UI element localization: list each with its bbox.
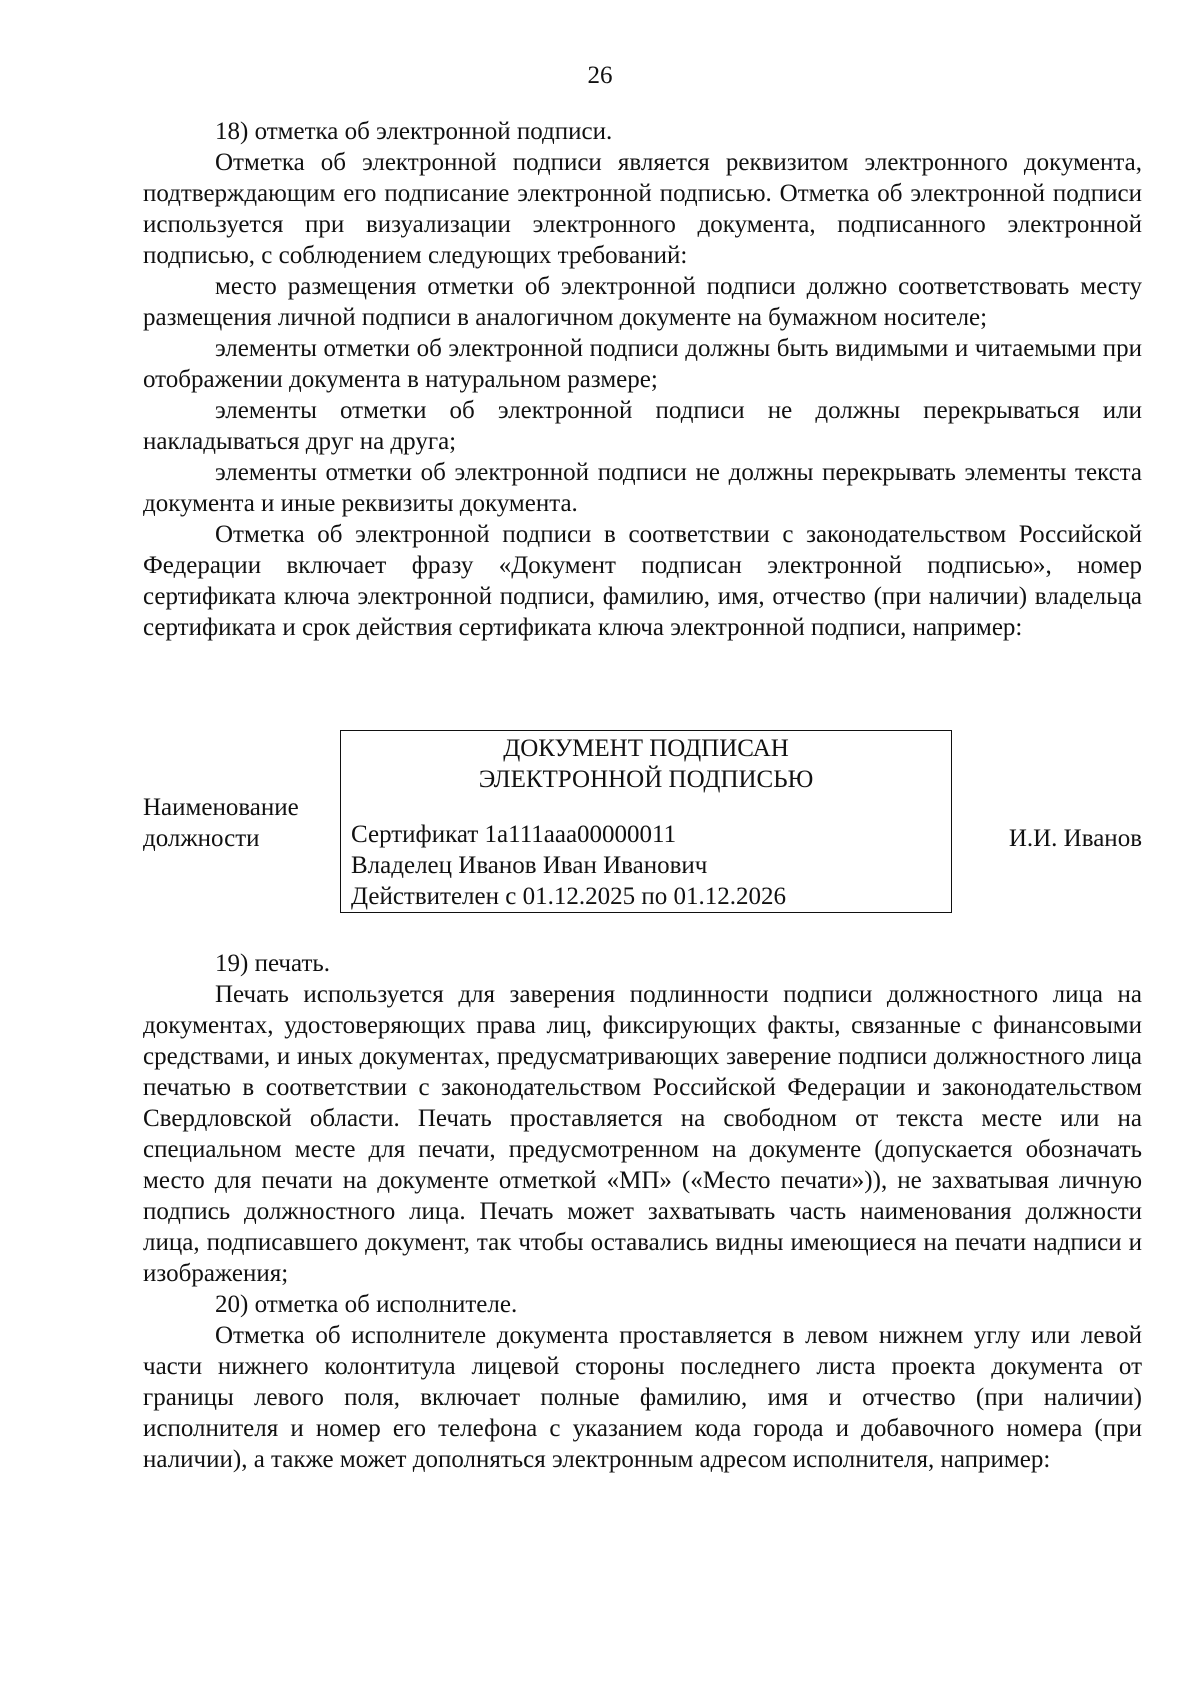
paragraph: элементы отметки об электронной подписи не должны перекрывать элементы текста документа и иные реквизиты документа. (143, 459, 1142, 517)
position-line: Наименование (143, 794, 299, 821)
paragraph: 19) печать. (215, 950, 331, 977)
section-seal-and-executor (143, 948, 1142, 1475)
electronic-signature-stamp (340, 730, 952, 913)
paragraph: Отметка об исполнителе документа проставляется в левом нижнем углу или левой части нижнего колонтитула лицевой стороны последнего листа проекта документа от границы левого поля, включает полные фамилию, имя и отчество (при наличии) исполнителя и номер его телефона с указанием кода города и добавочного номера (при наличии), а также может дополняться электронным адресом исполнителя, например: (143, 1322, 1142, 1473)
stamp-title-line: ЭЛЕКТРОННОЙ ПОДПИСЬЮ (478, 766, 814, 793)
stamp-title (341, 733, 951, 795)
paragraph: 20) отметка об исполнителе. (215, 1291, 518, 1318)
certificate-owner: Владелец Иванов Иван Иванович (351, 852, 708, 879)
paragraph: Отметка об электронной подписи является реквизитом электронного документа, подтверждающим его подписание электронной подписью. Отметка об электронной подписи используется при визуализации электронного документа, подписанного электронной подписью, с соблюдением следующих требований: (143, 149, 1142, 269)
paragraph: Печать используется для заверения подлинности подписи должностного лица на документах, удостоверяющих права лиц, фиксирующих факты, связанные с финансовыми средствами, и иных документах, предусматривающих заверение подписи должностного лица печатью в соответствии с законодательством Российской Федерации и законодательством Свердловской области. Печать проставляется на свободном от текста месте или на специальном месте для печати, предусмотренном на документе (допускается обозначать место для печати на документе отметкой «МП» («Место печати»)), не захватывая личную подпись должностного лица. Печать может захватывать часть наименования должности лица, подписавшего документ, так чтобы оставались видны имеющиеся на печати надписи и изображения; (143, 981, 1142, 1287)
position-title (143, 792, 299, 854)
stamp-title-line: ДОКУМЕНТ ПОДПИСАН (503, 735, 789, 762)
paragraph: 18) отметка об электронной подписи. (215, 118, 613, 145)
paragraph: место размещения отметки об электронной подписи должно соответствовать месту размещения личной подписи в аналогичном документе на бумажном носителе; (143, 273, 1142, 331)
stamp-details (351, 819, 786, 912)
certificate-number: Сертификат 1a111aaa00000011 (351, 821, 677, 848)
section-signature-mark (143, 116, 1142, 643)
page-number: 26 (587, 62, 613, 89)
paragraph: Отметка об электронной подписи в соответствии с законодательством Российской Федерации включает фразу «Документ подписан электронной подписью», номер сертификата ключа электронной подписи, фамилию, имя, отчество (при наличии) владельца сертификата и срок действия сертификата ключа электронной подписи, например: (143, 521, 1142, 641)
signature-example (143, 730, 1142, 920)
position-line: должности (143, 825, 260, 852)
paragraph: элементы отметки об электронной подписи не должны перекрываться или накладываться друг на друга; (143, 397, 1142, 455)
signer-name: И.И. Иванов (1008, 825, 1142, 852)
paragraph: элементы отметки об электронной подписи должны быть видимыми и читаемыми при отображении документа в натуральном размере; (143, 335, 1142, 393)
certificate-validity: Действителен с 01.12.2025 по 01.12.2026 (351, 883, 786, 910)
